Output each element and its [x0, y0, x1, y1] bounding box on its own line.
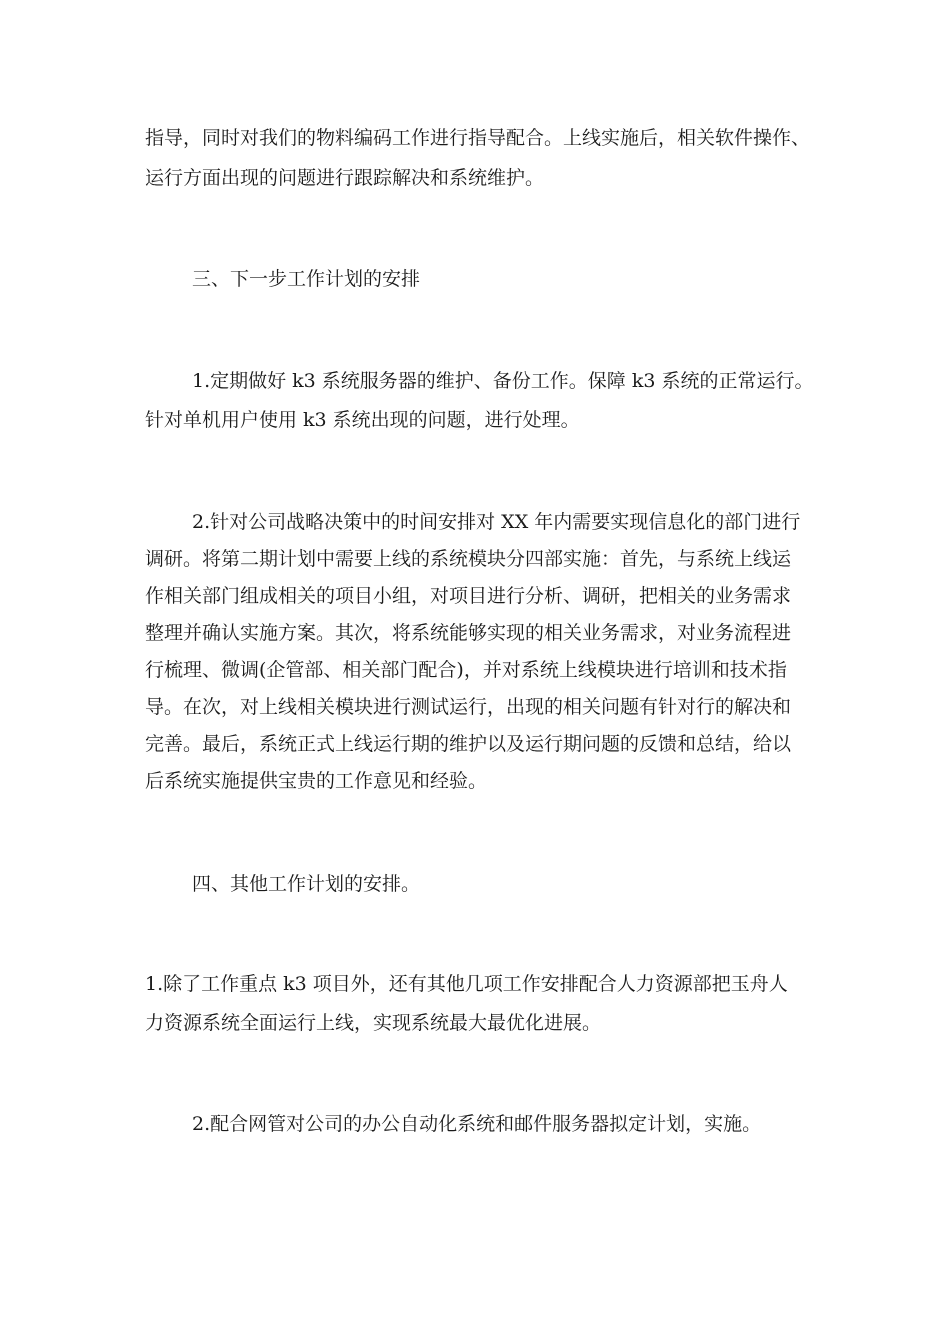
list-item-line: 1.除了工作重点 k3 项目外，还有其他几项工作安排配合人力资源部把玉舟人 — [145, 973, 788, 995]
paragraph-line: 指导，同时对我们的物料编码工作进行指导配合。上线实施后，相关软件操作、 — [145, 127, 811, 149]
list-item-line: 行梳理、微调(企管部、相关部门配合)，并对系统上线模块进行培训和技术指 — [145, 659, 787, 681]
list-item-line: 完善。最后，系统正式上线运行期的维护以及运行期问题的反馈和总结，给以 — [145, 733, 792, 755]
list-item-line: 2.配合网管对公司的办公自动化系统和邮件服务器拟定计划，实施。 — [192, 1113, 762, 1135]
list-item-line: 2.针对公司战略决策中的时间安排对 XX 年内需要实现信息化的部门进行 — [192, 511, 801, 533]
list-item-line: 调研。将第二期计划中需要上线的系统模块分四部实施：首先，与系统上线运 — [145, 548, 792, 570]
list-item-line: 整理并确认实施方案。其次，将系统能够实现的相关业务需求，对业务流程进 — [145, 622, 792, 644]
list-item-line: 力资源系统全面运行上线，实现系统最大最优化进展。 — [145, 1012, 602, 1034]
list-item-line: 后系统实施提供宝贵的工作意见和经验。 — [145, 770, 488, 792]
list-item-line: 作相关部门组成相关的项目小组，对项目进行分析、调研，把相关的业务需求 — [145, 585, 792, 607]
paragraph-line: 运行方面出现的问题进行跟踪解决和系统维护。 — [145, 167, 545, 189]
list-item-line: 1.定期做好 k3 系统服务器的维护、备份工作。保障 k3 系统的正常运行。 — [192, 370, 814, 392]
section-heading-3: 三、下一步工作计划的安排 — [192, 268, 421, 290]
section-heading-4: 四、其他工作计划的安排。 — [192, 873, 421, 895]
list-item-line: 针对单机用户使用 k3 系统出现的问题，进行处理。 — [145, 409, 580, 431]
list-item-line: 导。在次，对上线相关模块进行测试运行，出现的相关问题有针对行的解决和 — [145, 696, 792, 718]
